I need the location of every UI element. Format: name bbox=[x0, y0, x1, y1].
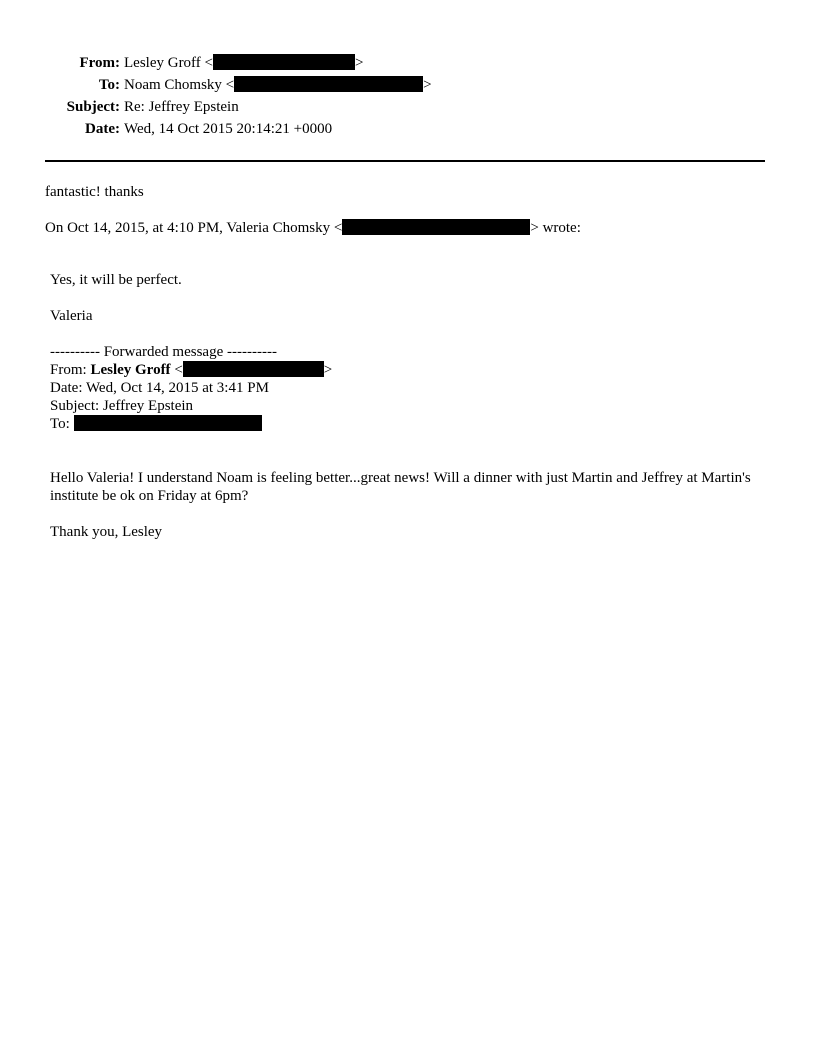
header-date-label: Date: bbox=[85, 121, 120, 137]
header-from-value: Lesley Groff < > bbox=[124, 55, 364, 71]
forwarded-from-line: From: Lesley Groff < > bbox=[50, 362, 333, 378]
redacted-email-box bbox=[234, 76, 423, 92]
recipient-name: Noam Chomsky bbox=[124, 77, 222, 93]
forwarded-message: Hello Valeria! I understand Noam is feeling better...great news! Will a dinner with just Martin and Jeffrey at Martin's institute be ok on Friday at 6pm? bbox=[50, 470, 751, 504]
header-subject-label: Subject: bbox=[66, 99, 120, 115]
redacted-email-box bbox=[213, 54, 355, 70]
redacted-email-box bbox=[183, 361, 324, 377]
header-date-value: Wed, 14 Oct 2015 20:14:21 +0000 bbox=[124, 121, 333, 137]
header-to-value: Noam Chomsky < > bbox=[124, 77, 432, 93]
header-subject-value: Re: Jeffrey Epstein bbox=[124, 99, 239, 115]
forwarded-subject-line: Subject: Jeffrey Epstein bbox=[50, 398, 194, 414]
reply-text: fantastic! thanks bbox=[45, 184, 144, 200]
header-divider bbox=[45, 160, 765, 162]
valeria-reply: Yes, it will be perfect. bbox=[50, 272, 182, 288]
header-to-label: To: bbox=[98, 77, 120, 93]
valeria-signature: Valeria bbox=[50, 308, 93, 324]
forwarded-separator: ---------- Forwarded message ---------- bbox=[50, 344, 277, 360]
redacted-email-box bbox=[74, 415, 262, 431]
quote-intro: On Oct 14, 2015, at 4:10 PM, Valeria Chomsky < > wrote: bbox=[45, 220, 581, 236]
redacted-email-box bbox=[342, 219, 530, 235]
forwarded-to-line: To: bbox=[50, 415, 262, 433]
forwarded-from-name: Lesley Groff bbox=[90, 362, 171, 378]
forwarded-closing: Thank you, Lesley bbox=[50, 524, 163, 540]
header-from-label: From: bbox=[79, 55, 120, 71]
sender-name: Lesley Groff bbox=[124, 55, 201, 71]
forwarded-date-line: Date: Wed, Oct 14, 2015 at 3:41 PM bbox=[50, 380, 269, 396]
